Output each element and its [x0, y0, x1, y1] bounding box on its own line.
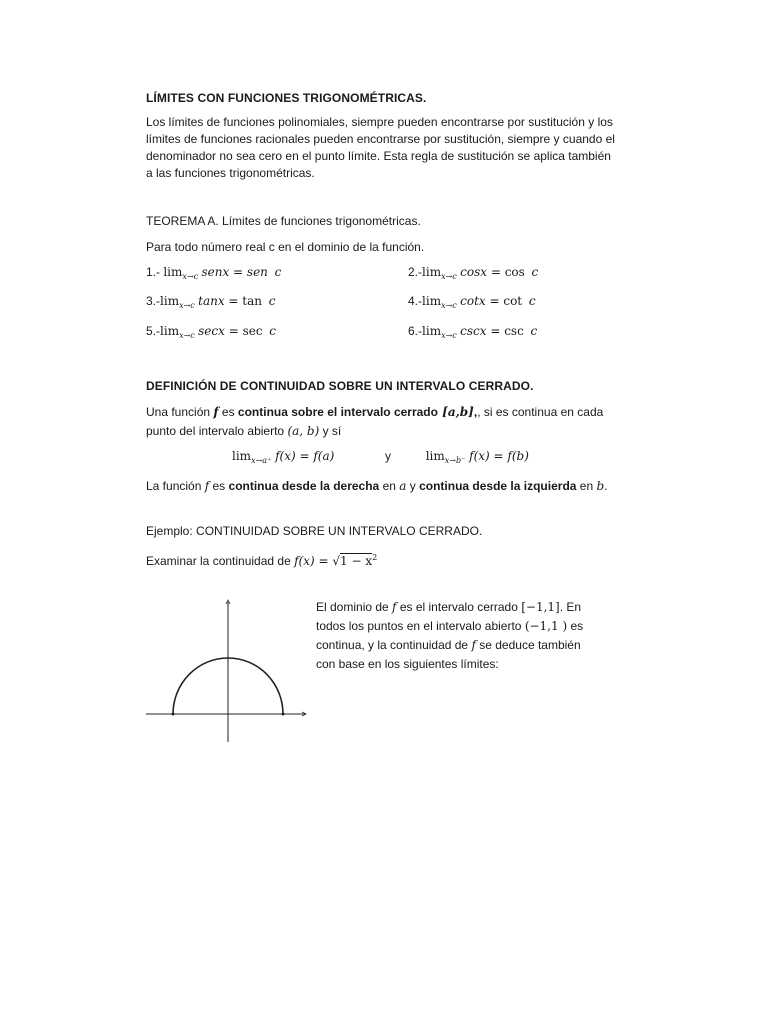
limits-row-2: [146, 294, 616, 312]
limits-row-1: [146, 265, 616, 283]
limit-item-3: $3.-\lim_{x\to c}$ tanx = tan c: [146, 294, 276, 310]
limit-item-5: $5.-\lim_{x\to c}$ secx = sec c: [146, 324, 276, 340]
limit-item-4: $4.-\lim_{x\to c}$ cotx = cot c: [408, 294, 536, 310]
semicircle-graph: [140, 596, 312, 746]
example-explanation: El dominio de f es el intervalo cerrado [−1,1]. En todos los puntos en el intervalo abierto (−1,1 ) es continua, y la continuidad de f se deduce también con base en los siguientes límites:: [316, 600, 584, 671]
heading-continuity-definition: DEFINICIÓN DE CONTINUIDAD SOBRE UN INTERVALO CERRADO.: [146, 379, 534, 393]
one-sided-continuity-paragraph: La función f es continua desde la derecha en a y continua desde la izquierda en b.: [146, 479, 608, 493]
limits-row-3: [146, 324, 616, 342]
theorem-title: TEOREMA A. Límites de funciones trigonométricas.: [146, 214, 421, 228]
example-statement: Examinar la continuidad de $f(x) = √1 - x^2$: [146, 553, 378, 568]
example-title: Ejemplo: CONTINUIDAD SOBRE UN INTERVALO CERRADO.: [146, 524, 483, 538]
limit-item-1: 1.- $\lim_{x\to c}$ senx = sen c: [146, 265, 282, 281]
endpoint-left: [172, 713, 175, 716]
heading-trig-limits: LÍMITES CON FUNCIONES TRIGONOMÉTRICAS.: [146, 91, 427, 105]
definition-paragraph: Una función f es continua sobre el intervalo cerrado [a,b],, si es continua en cada punto del intervalo abierto (a, b) y sí: [146, 405, 604, 438]
limit-item-2: $2.-\lim_{x\to c}$ cosx = cos c: [408, 265, 539, 281]
endpoint-limits-equation: $\lim_{x\to a^+} f(x) = f(a)$ y $\lim_{x\to b^-} f(x) = f(b)$: [232, 449, 529, 465]
limit-item-6: $6.-\lim_{x\to c}$ cscx = csc c: [408, 324, 538, 340]
intro-paragraph: Los límites de funciones polinomiales, siempre pueden encontrarse por sustitución y los límites de funciones racionales pueden encontrarse por sustitución, siempre y cuando el denominador no sea cero en el punto límite. Esta regla de sustitución se aplica también a las funciones trigonométricas.: [146, 115, 615, 180]
endpoint-right: [282, 713, 285, 716]
theorem-premise: Para todo número real c en el dominio de la función.: [146, 240, 425, 254]
